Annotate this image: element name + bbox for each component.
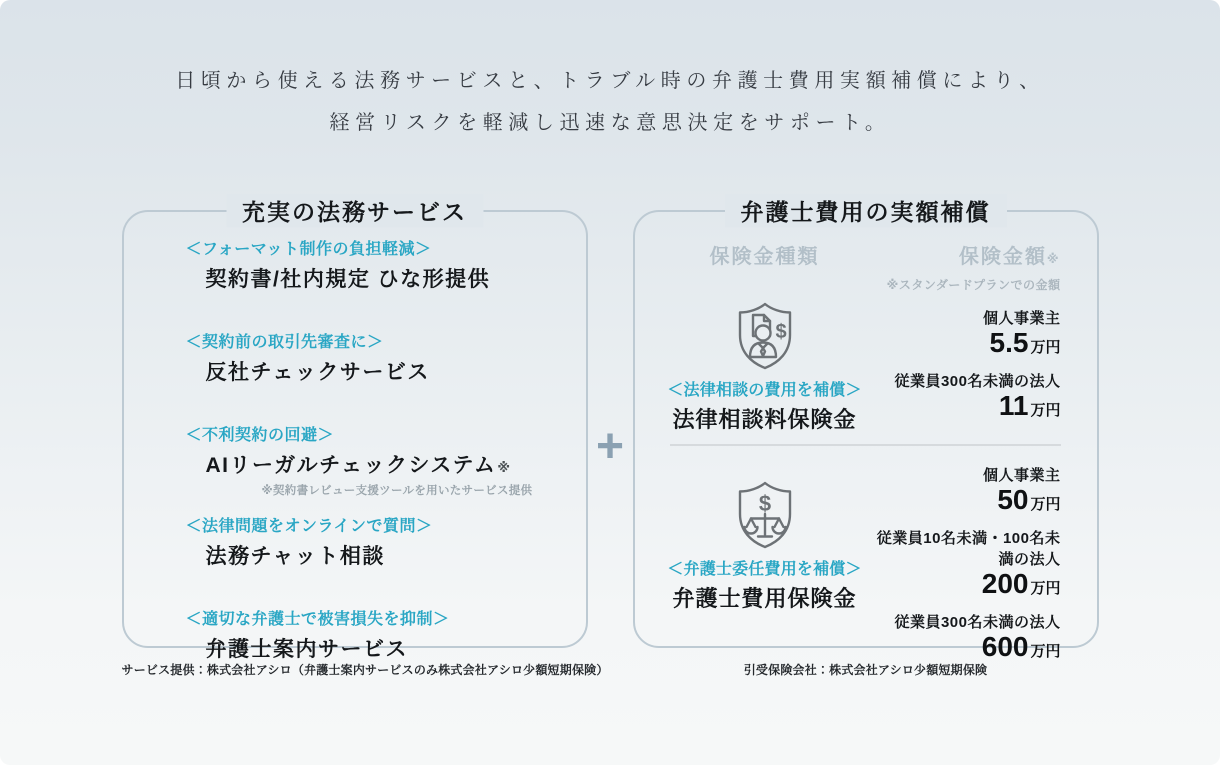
attorney-fees-shield-icon: [728, 478, 802, 552]
panels-row: [122, 199, 1099, 662]
service-footnote: ※契約書レビュー支援ツールを用いたサービス提供: [261, 485, 533, 497]
insurance-amount-cell: [875, 458, 1061, 674]
insurance-type-cell: [655, 458, 875, 674]
service-name: 反社チェックサービス: [205, 361, 430, 384]
svg-text:$: $: [774, 321, 787, 343]
amount-target: 従業員300名未満の法人: [894, 614, 1061, 631]
insurance-benefit-label: ＜弁護士委任費用を補償＞: [667, 561, 862, 578]
amount-line: [875, 327, 1061, 359]
service-benefit-label: ＜フォーマット制作の負担軽減＞: [185, 241, 432, 258]
insurance-amount-header-text: 保険金額: [958, 246, 1047, 268]
amount-value: 600: [981, 631, 1029, 662]
amount-group: [875, 527, 1061, 600]
amount-line: [875, 484, 1061, 516]
service-item-ai-legal-check: [186, 422, 586, 498]
insurance-name: 弁護士費用保険金: [672, 586, 857, 611]
amount-target: 従業員10名未満・100名未満の法人: [876, 530, 1061, 568]
amount-target: 従業員300名未満の法人: [894, 373, 1061, 390]
amount-group: [875, 307, 1061, 359]
reference-mark: ※: [497, 460, 512, 475]
service-name: 法務チャット相談: [205, 545, 385, 568]
amount-target: 個人事業主: [982, 467, 1061, 484]
amount-unit: 万円: [1030, 643, 1061, 660]
amount-value: 200: [981, 568, 1029, 599]
service-benefit-label: ＜不利契約の回避＞: [185, 427, 335, 444]
insurance-row-attorney-fees: [635, 458, 1097, 674]
amount-unit: 万円: [1030, 580, 1061, 597]
service-benefit-label: ＜法律問題をオンラインで質問＞: [185, 518, 433, 535]
insurance-amount-column-header: [875, 240, 1061, 269]
insurance-panel-title: 弁護士費用の実額補償: [725, 194, 1007, 227]
service-benefit-label: ＜契約前の取引先審査に＞: [185, 334, 384, 351]
plan-footnote: ※スタンダードプランでの金額: [886, 278, 1061, 292]
amount-group: [875, 464, 1061, 516]
amount-line: [875, 390, 1061, 422]
amount-target: 個人事業主: [982, 310, 1061, 327]
insurance-panel: [633, 199, 1099, 662]
service-name: 契約書/社内規定 ひな形提供: [205, 268, 491, 291]
service-benefit-label: ＜適切な弁護士で被害損失を抑制＞: [185, 611, 450, 628]
insurance-type-cell: [655, 293, 875, 434]
legal-services-panel: [122, 199, 588, 661]
service-item-template-provision: [186, 236, 586, 293]
insurance-amount-cell: [875, 293, 1061, 434]
amount-value: 11: [998, 390, 1029, 421]
legal-services-panel-title: 充実の法務サービス: [226, 194, 483, 227]
service-provider-caption: サービス提供：株式会社アシロ（弁護士案内サービスのみ株式会社アシロ少額短期保険）: [121, 663, 609, 677]
amount-line: [875, 631, 1061, 663]
amount-line: [875, 568, 1061, 600]
insurance-row-consultation: [635, 293, 1097, 434]
amount-unit: 万円: [1030, 496, 1061, 513]
plus-icon: +: [595, 420, 625, 473]
insurance-benefit-label: ＜法律相談の費用を補償＞: [667, 382, 862, 399]
headline-line-1: 日頃から使える法務サービスと、トラブル時の弁護士費用実額補償により、: [175, 70, 1045, 92]
amount-group: [875, 611, 1061, 663]
amount-unit: 万円: [1030, 402, 1061, 419]
amount-value: 50: [997, 484, 1029, 515]
insurance-name: 法律相談料保険金: [672, 407, 857, 432]
legal-consultation-shield-icon: [728, 299, 802, 373]
service-name-text: AIリーガルチェックシステム: [205, 454, 497, 477]
insurance-type-column-header: 保険金種類: [709, 246, 820, 268]
service-item-legal-chat: [186, 513, 586, 570]
service-name: 弁護士案内サービス: [205, 638, 408, 661]
service-item-antisocial-check: [186, 329, 586, 386]
service-list: [124, 212, 586, 663]
headline: [0, 0, 1220, 144]
headline-line-2: 経営リスクを軽減し迅速な意思決定をサポート。: [329, 112, 891, 134]
amount-value: 5.5: [989, 327, 1029, 358]
amount-unit: 万円: [1030, 339, 1061, 356]
amount-group: [875, 370, 1061, 422]
underwriter-caption: 引受保険会社：株式会社アシロ少額短期保険: [743, 663, 988, 677]
service-item-lawyer-referral: [186, 606, 586, 663]
row-divider: [670, 444, 1061, 446]
svg-text:$: $: [758, 491, 771, 516]
service-name: [206, 449, 586, 479]
reference-mark: ※: [1046, 252, 1061, 266]
